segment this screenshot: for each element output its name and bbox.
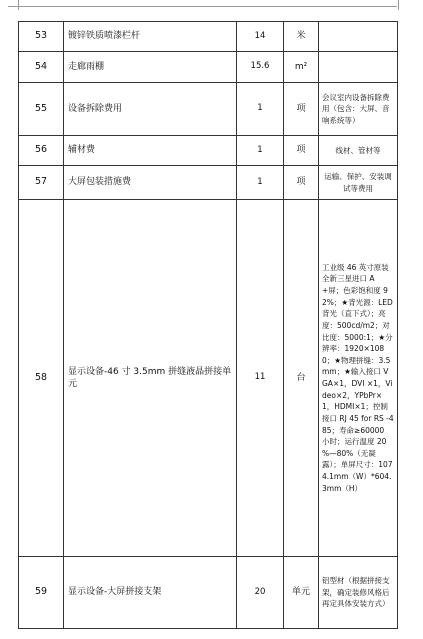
item-unit: 米 <box>284 22 319 52</box>
row-number: 54 <box>19 52 64 83</box>
item-unit: 台 <box>284 200 319 557</box>
row-number: 58 <box>19 200 64 557</box>
table-row <box>19 557 398 629</box>
item-remark: 工业级 46 英寸原装全新三星进口 A+屏；色彩饱和度 92%；★背光源：LED 背光（直下式）；亮度：500cd/m2；对比度：5000:1；★分辨率：1920×1080；★物理拼缝：3.5mm；★输入接口 VGA×1，DVI ×1，Video×2，YPbPr×1，HDMI×1；控制接口 RJ 45 for RS -485；寿命≥60000 小时；运行温度 20 %—80%（无凝露）；单屏尺寸：1074.1mm（W）*604.3mm（H） <box>319 200 398 557</box>
table-row <box>19 200 398 557</box>
item-remark: 线材、管材等 <box>319 136 398 166</box>
item-quantity: 20 <box>237 557 284 629</box>
row-number: 59 <box>19 557 64 629</box>
page-corner-mark-right <box>398 0 409 10</box>
item-unit: 项 <box>284 166 319 200</box>
item-name: 走廊雨棚 <box>64 52 237 83</box>
table-row <box>19 166 398 200</box>
item-name: 显示设备-大屏拼接支架 <box>64 557 237 629</box>
table-row <box>19 83 398 136</box>
item-name: 设备拆除费用 <box>64 83 237 136</box>
item-quantity: 14 <box>237 22 284 52</box>
page-corner-mark-left <box>8 0 19 10</box>
header-guide-line <box>8 6 397 7</box>
item-remark <box>319 22 398 52</box>
item-quantity: 1 <box>237 136 284 166</box>
row-number: 56 <box>19 136 64 166</box>
item-name: 镀锌铁质喷漆栏杆 <box>64 22 237 52</box>
row-number: 53 <box>19 22 64 52</box>
item-remark: 铝型材（根据拼接支架，确定装修风格后再定具体安装方式） <box>319 557 398 629</box>
item-quantity: 1 <box>237 166 284 200</box>
item-unit: 单元 <box>284 557 319 629</box>
table-row <box>19 136 398 166</box>
item-unit: 项 <box>284 83 319 136</box>
item-unit: m² <box>284 52 319 83</box>
item-quantity: 15.6 <box>237 52 284 83</box>
table-row <box>19 22 398 52</box>
item-remark: 运输、保护、安装调试等费用 <box>319 166 398 200</box>
item-remark: 会议室内设备拆除费用（包含：大屏、音响系统等） <box>319 83 398 136</box>
row-number: 57 <box>19 166 64 200</box>
row-number: 55 <box>19 83 64 136</box>
item-quantity: 11 <box>237 200 284 557</box>
table-row <box>19 52 398 83</box>
item-quantity: 1 <box>237 83 284 136</box>
item-unit: 项 <box>284 136 319 166</box>
item-name: 显示设备-46 寸 3.5mm 拼缝液晶拼接单元 <box>64 200 237 557</box>
item-remark <box>319 52 398 83</box>
item-name: 辅材费 <box>64 136 237 166</box>
equipment-list-table <box>18 21 398 629</box>
item-name: 大屏包装措施费 <box>64 166 237 200</box>
